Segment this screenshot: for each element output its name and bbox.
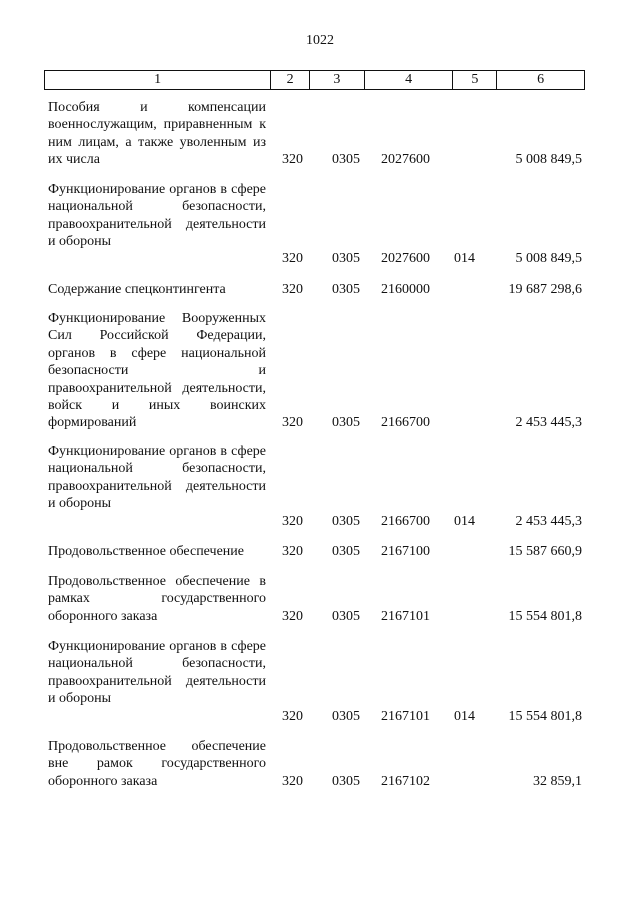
row-col-2: 320 — [282, 251, 303, 266]
table-row — [0, 99, 640, 171]
row-col-6: 5 008 849,5 — [515, 152, 582, 167]
row-col-6: 5 008 849,5 — [515, 251, 582, 266]
row-col-5: 014 — [454, 251, 475, 266]
row-col-6: 15 587 660,9 — [508, 544, 582, 559]
row-description: Функционирование органов в сфере национальной безопасности, правоохранительной деятельности и обороны — [48, 444, 266, 512]
row-description: Продовольственное обеспечение вне рамок государственного оборонного заказа — [48, 739, 266, 789]
row-col-3: 0305 — [332, 544, 360, 559]
row-description: Содержание спецконтингента — [48, 282, 226, 297]
row-col-4: 2167100 — [381, 544, 430, 559]
header-col-2: 2 — [270, 71, 309, 89]
row-col-3: 0305 — [332, 251, 360, 266]
row-description: Продовольственное обеспечение — [48, 544, 244, 559]
row-col-6: 19 687 298,6 — [508, 282, 582, 297]
row-col-6: 32 859,1 — [533, 774, 582, 789]
row-col-4: 2167101 — [381, 709, 430, 724]
table-row — [0, 443, 640, 531]
table-row — [0, 310, 640, 432]
row-col-3: 0305 — [332, 415, 360, 430]
row-col-3: 0305 — [332, 609, 360, 624]
row-col-2: 320 — [282, 152, 303, 167]
table-row — [0, 181, 640, 269]
row-col-2: 320 — [282, 774, 303, 789]
header-col-4: 4 — [364, 71, 453, 89]
row-col-2: 320 — [282, 544, 303, 559]
row-col-2: 320 — [282, 514, 303, 529]
row-col-4: 2166700 — [381, 514, 430, 529]
table-row — [0, 738, 640, 792]
header-col-1: 1 — [154, 72, 162, 87]
row-col-6: 2 453 445,3 — [515, 415, 582, 430]
row-col-4: 2167101 — [381, 609, 430, 624]
row-description: Функционирование органов в сфере национальной безопасности, правоохранительной деятельности и обороны — [48, 639, 266, 707]
table-header — [44, 70, 585, 90]
row-col-3: 0305 — [332, 774, 360, 789]
header-col-3: 3 — [309, 71, 364, 89]
row-col-4: 2160000 — [381, 282, 430, 297]
row-col-6: 15 554 801,8 — [508, 609, 582, 624]
row-col-3: 0305 — [332, 514, 360, 529]
row-col-6: 15 554 801,8 — [508, 709, 582, 724]
row-col-2: 320 — [282, 415, 303, 430]
page-number: 1022 — [306, 33, 334, 48]
row-col-4: 2027600 — [381, 152, 430, 167]
row-col-4: 2027600 — [381, 251, 430, 266]
row-col-6: 2 453 445,3 — [515, 514, 582, 529]
row-col-2: 320 — [282, 609, 303, 624]
row-col-2: 320 — [282, 282, 303, 297]
row-col-2: 320 — [282, 709, 303, 724]
table-row — [0, 281, 640, 301]
row-col-4: 2166700 — [381, 415, 430, 430]
row-col-5: 014 — [454, 514, 475, 529]
table-row — [0, 573, 640, 627]
row-description: Продовольственное обеспечение в рамках государственного оборонного заказа — [48, 574, 266, 624]
table-row — [0, 638, 640, 726]
header-col-6: 6 — [496, 71, 584, 89]
row-col-4: 2167102 — [381, 774, 430, 789]
row-col-5: 014 — [454, 709, 475, 724]
row-description: Функционирование органов в сфере национальной безопасности, правоохранительной деятельности и обороны — [48, 182, 266, 250]
row-description: Пособия и компенсации военнослужащим, приравненным к ним лицам, а также уволенным из их числа — [48, 100, 266, 168]
header-col-5: 5 — [452, 71, 496, 89]
row-col-3: 0305 — [332, 282, 360, 297]
row-description: Функционирование Вооруженных Сил Российской Федерации, органов в сфере национальной безопасности и правоохранительной деятельности, войск и иных воинских формирований — [48, 311, 266, 431]
row-col-3: 0305 — [332, 709, 360, 724]
row-col-3: 0305 — [332, 152, 360, 167]
table-row — [0, 543, 640, 563]
